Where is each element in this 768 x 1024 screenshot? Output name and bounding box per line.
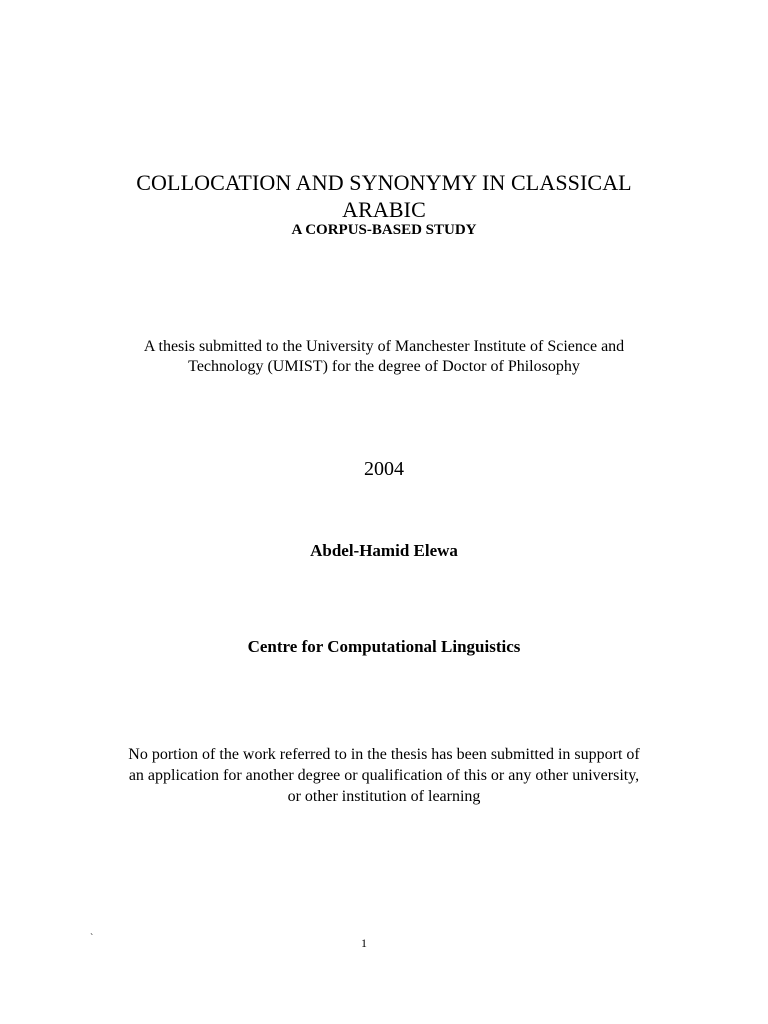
thesis-title: [60, 169, 708, 223]
disclaimer-line-3: or other institution of learning: [287, 788, 481, 805]
thesis-title-line-2: ARABIC: [342, 197, 426, 222]
department-name: Centre for Computational Linguistics: [247, 637, 521, 656]
submission-statement: [84, 337, 684, 377]
disclaimer-line-1: No portion of the work referred to in the thesis has been submitted in support of: [128, 746, 640, 763]
disclaimer-line-2: an application for another degree or qualification of this or any other university,: [128, 767, 640, 784]
originality-disclaimer: [74, 744, 694, 807]
author-name: Abdel-Hamid Elewa: [310, 541, 458, 560]
submission-year: 2004: [364, 458, 404, 480]
thesis-title-line-1: COLLOCATION AND SYNONYMY IN CLASSICAL: [136, 170, 632, 195]
footer-mark: `: [90, 933, 94, 944]
thesis-subtitle: A CORPUS-BASED STUDY: [291, 222, 477, 238]
page-number: 1: [361, 936, 367, 950]
submission-statement-line-1: A thesis submitted to the University of Manchester Institute of Science and: [143, 338, 625, 355]
submission-statement-line-2: Technology (UMIST) for the degree of Doctor of Philosophy: [188, 358, 580, 375]
